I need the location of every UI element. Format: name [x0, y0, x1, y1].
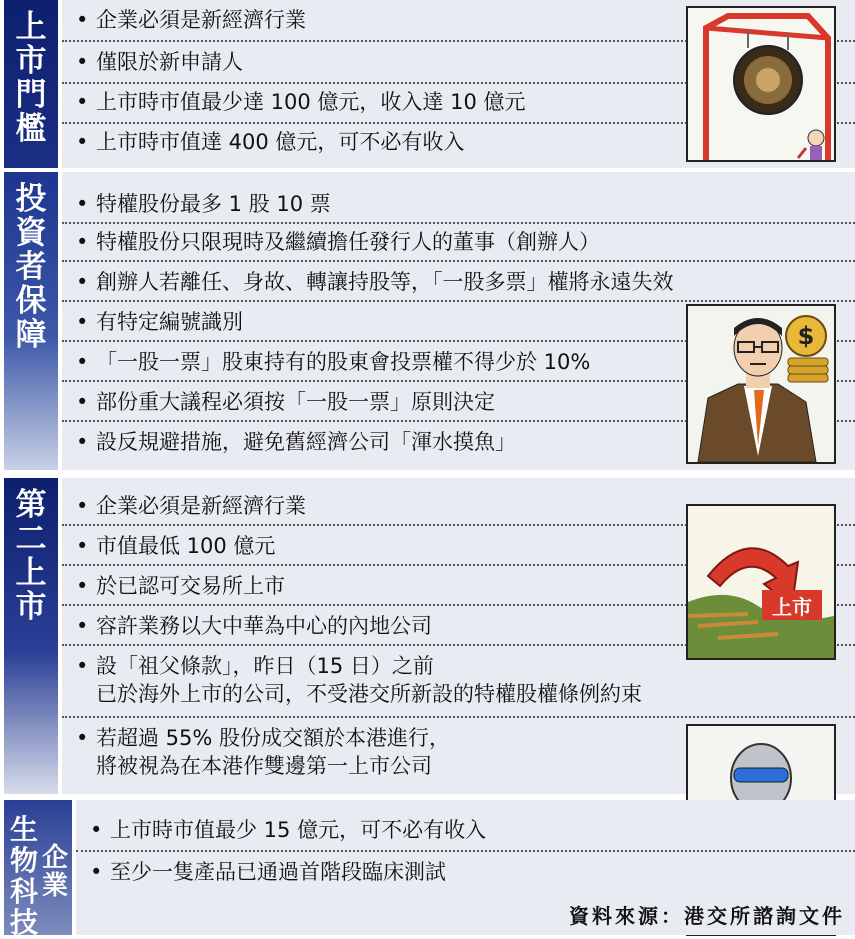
list-item: • 特權股份只限現時及繼續擔任發行人的董事（創辦人）	[62, 228, 855, 262]
gong-illustration	[686, 6, 836, 162]
list-item: • 企業必須是新經濟行業	[62, 492, 855, 526]
gong-icon	[688, 8, 834, 160]
list-item: • 上市時市值最少 15 億元，可不必有收入	[76, 816, 855, 852]
section-title-secondary-listing: 第 二 上 市	[4, 478, 58, 794]
list-item: • 若超過 55% 股份成交額於本港進行， 將被視為在本港作雙邊第一上市公司	[76, 726, 451, 778]
section-investor-protection	[0, 172, 855, 470]
falling-arrow-icon	[688, 506, 834, 658]
businessman-illustration	[686, 304, 836, 464]
list-item: • 容許業務以大中華為中心的內地公司	[62, 612, 855, 646]
list-item: • 上市時市值最少達 100 億元，收入達 10 億元	[62, 88, 855, 124]
list-item: • 僅限於新申請人	[62, 48, 855, 84]
section-listing-threshold	[0, 0, 855, 168]
list-item: • 至少一隻產品已通過首階段臨床測試	[90, 860, 446, 884]
list-item: • 部份重大議程必須按「一股一票」原則決定	[62, 388, 855, 422]
section-secondary-listing	[0, 478, 855, 794]
list-item: • 創辦人若離任、身故、轉讓持股等，「一股多票」權將永遠失效	[62, 268, 855, 302]
list-item: • 於已認可交易所上市	[62, 572, 855, 606]
list-item: • 上市時市值達 400 億元，可不必有收入	[76, 130, 465, 154]
section-title-biotech: 生 物 科 技 企 業	[4, 800, 72, 935]
list-item: • 企業必須是新經濟行業	[62, 6, 855, 42]
list-item: • 設「祖父條款」，昨日（15 日）之前 已於海外上市的公司，不受港交所新設的特權股權條例約束	[62, 652, 855, 718]
list-item: • 設反規避措施，避免舊經濟公司「渾水摸魚」	[76, 430, 516, 454]
arrow-label: 上市	[772, 595, 812, 619]
list-item: • 「一股一票」股東持有的股東會投票權不得少於 10%	[62, 348, 855, 382]
businessman-with-coins-icon	[688, 306, 834, 462]
section-title-listing-threshold: 上 市 門 檻	[4, 0, 58, 168]
section-title-investor-protection: 投 資 者 保 障	[4, 172, 58, 470]
source-caption: 資料來源：港交所諮詢文件	[569, 904, 845, 928]
section-subtitle-biotech: 企 業	[42, 843, 69, 901]
svg-text:$: $	[797, 322, 815, 350]
list-item: • 有特定編號識別	[62, 308, 855, 342]
falling-arrow-illustration	[686, 504, 836, 660]
list-item: • 特權股份最多 1 股 10 票	[62, 190, 855, 224]
list-item: • 市值最低 100 億元	[62, 532, 855, 566]
